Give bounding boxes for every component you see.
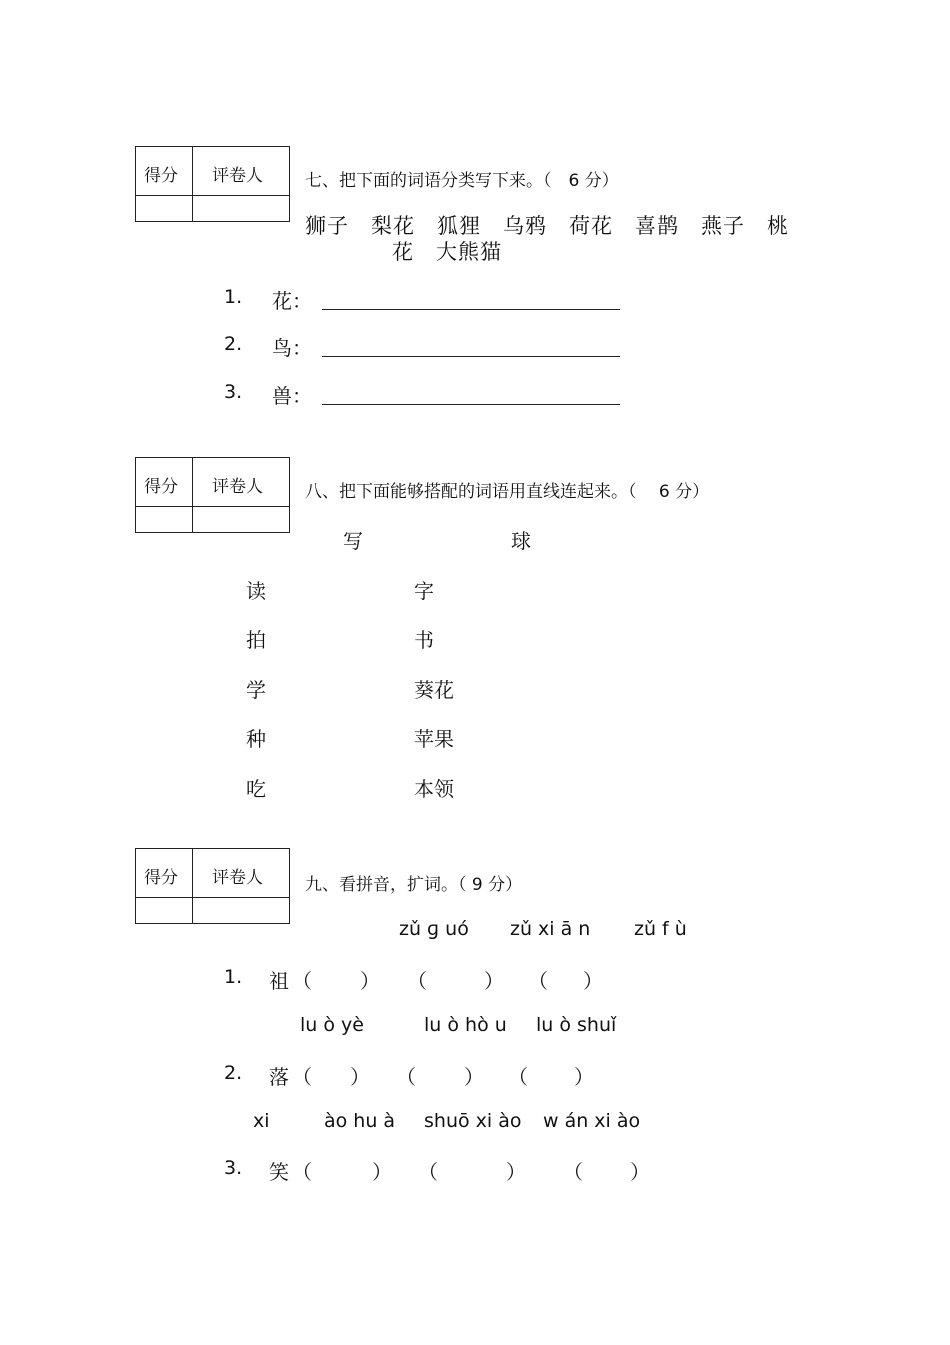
q8-left-word[interactable]: 学 [246, 678, 266, 702]
q7-item-label: 鸟： [272, 336, 312, 360]
answer-bracket-close: ） [350, 1065, 370, 1089]
q7-item-label: 花： [272, 289, 312, 313]
pinyin-label: lu ò hò u [424, 1014, 507, 1036]
answer-bracket-close: ） [484, 969, 504, 993]
q9-item-char: 落 [269, 1065, 289, 1089]
q8-left-word[interactable]: 读 [246, 579, 266, 603]
table-divider [136, 506, 289, 507]
table-divider [192, 147, 193, 221]
answer-bracket-close: ） [506, 1160, 526, 1184]
answer-bracket-open[interactable]: （ [292, 1065, 312, 1089]
score-table-q9 [135, 848, 290, 924]
q8-right-word[interactable]: 本领 [414, 777, 454, 801]
answer-line-birds[interactable] [322, 356, 620, 357]
q9-item-number: 2. [224, 1062, 243, 1084]
pinyin-label: shuō xi ào [424, 1110, 522, 1132]
q8-right-word[interactable]: 球 [511, 529, 531, 553]
answer-bracket-close: ） [583, 969, 603, 993]
q9-item-number: 3. [224, 1157, 243, 1179]
table-divider [136, 897, 289, 898]
q7-item-label: 兽： [272, 384, 312, 408]
q8-right-word[interactable]: 字 [414, 579, 434, 603]
answer-bracket-open[interactable]: （ [407, 969, 427, 993]
q7-item-number: 2. [224, 333, 243, 355]
q7-word-bank-line2: 花 大熊猫 [392, 240, 502, 264]
q9-item-number: 1. [224, 966, 243, 988]
answer-bracket-open[interactable]: （ [508, 1065, 528, 1089]
q8-left-word[interactable]: 拍 [246, 628, 266, 652]
q8-right-word[interactable]: 书 [414, 628, 434, 652]
answer-bracket-close: ） [574, 1065, 594, 1089]
q8-heading: 八、把下面能够搭配的词语用直线连起来。（ 6 分） [305, 482, 710, 502]
grader-label: 评卷人 [212, 868, 263, 888]
table-divider [136, 195, 289, 196]
score-label: 得分 [144, 868, 178, 888]
pinyin-label: xi [253, 1110, 270, 1132]
answer-bracket-open[interactable]: （ [396, 1065, 416, 1089]
q7-word-bank-line1: 狮子 梨花 狐狸 乌鸦 荷花 喜鹊 燕子 桃 [305, 214, 789, 238]
answer-bracket-open[interactable]: （ [563, 1160, 583, 1184]
table-divider [192, 458, 193, 532]
pinyin-label: zǔ xi ā n [510, 918, 591, 940]
answer-bracket-open[interactable]: （ [292, 969, 312, 993]
q7-item-number: 3. [224, 381, 243, 403]
score-label: 得分 [144, 166, 178, 186]
q8-left-word[interactable]: 吃 [246, 777, 266, 801]
pinyin-label: zǔ f ù [634, 918, 687, 940]
q9-heading: 九、看拼音，扩词。（ 9 分） [305, 875, 523, 895]
q8-right-word[interactable]: 葵花 [414, 678, 454, 702]
q7-heading: 七、把下面的词语分类写下来。（ 6 分） [305, 171, 619, 191]
q8-left-word[interactable]: 写 [343, 529, 363, 553]
grader-label: 评卷人 [212, 477, 263, 497]
answer-line-flowers[interactable] [322, 309, 620, 310]
score-table-q7 [135, 146, 290, 222]
pinyin-label: lu ò shuǐ [536, 1014, 617, 1036]
answer-bracket-open[interactable]: （ [292, 1160, 312, 1184]
answer-bracket-close: ） [464, 1065, 484, 1089]
answer-bracket-close: ） [630, 1160, 650, 1184]
answer-bracket-close: ） [360, 969, 380, 993]
answer-bracket-open[interactable]: （ [528, 969, 548, 993]
q8-right-word[interactable]: 苹果 [414, 727, 454, 751]
q9-item-char: 笑 [269, 1160, 289, 1184]
pinyin-label: w án xi ào [543, 1110, 641, 1132]
pinyin-label: lu ò yè [300, 1014, 364, 1036]
answer-bracket-close: ） [372, 1160, 392, 1184]
score-label: 得分 [144, 477, 178, 497]
answer-bracket-open[interactable]: （ [418, 1160, 438, 1184]
table-divider [192, 849, 193, 923]
pinyin-label: zǔ ɡ uó [399, 918, 469, 940]
answer-line-beasts[interactable] [322, 404, 620, 405]
q8-left-word[interactable]: 种 [246, 727, 266, 751]
pinyin-label: ào hu à [324, 1110, 396, 1132]
grader-label: 评卷人 [212, 166, 263, 186]
q7-item-number: 1. [224, 286, 243, 308]
q9-item-char: 祖 [269, 969, 289, 993]
score-table-q8 [135, 457, 290, 533]
